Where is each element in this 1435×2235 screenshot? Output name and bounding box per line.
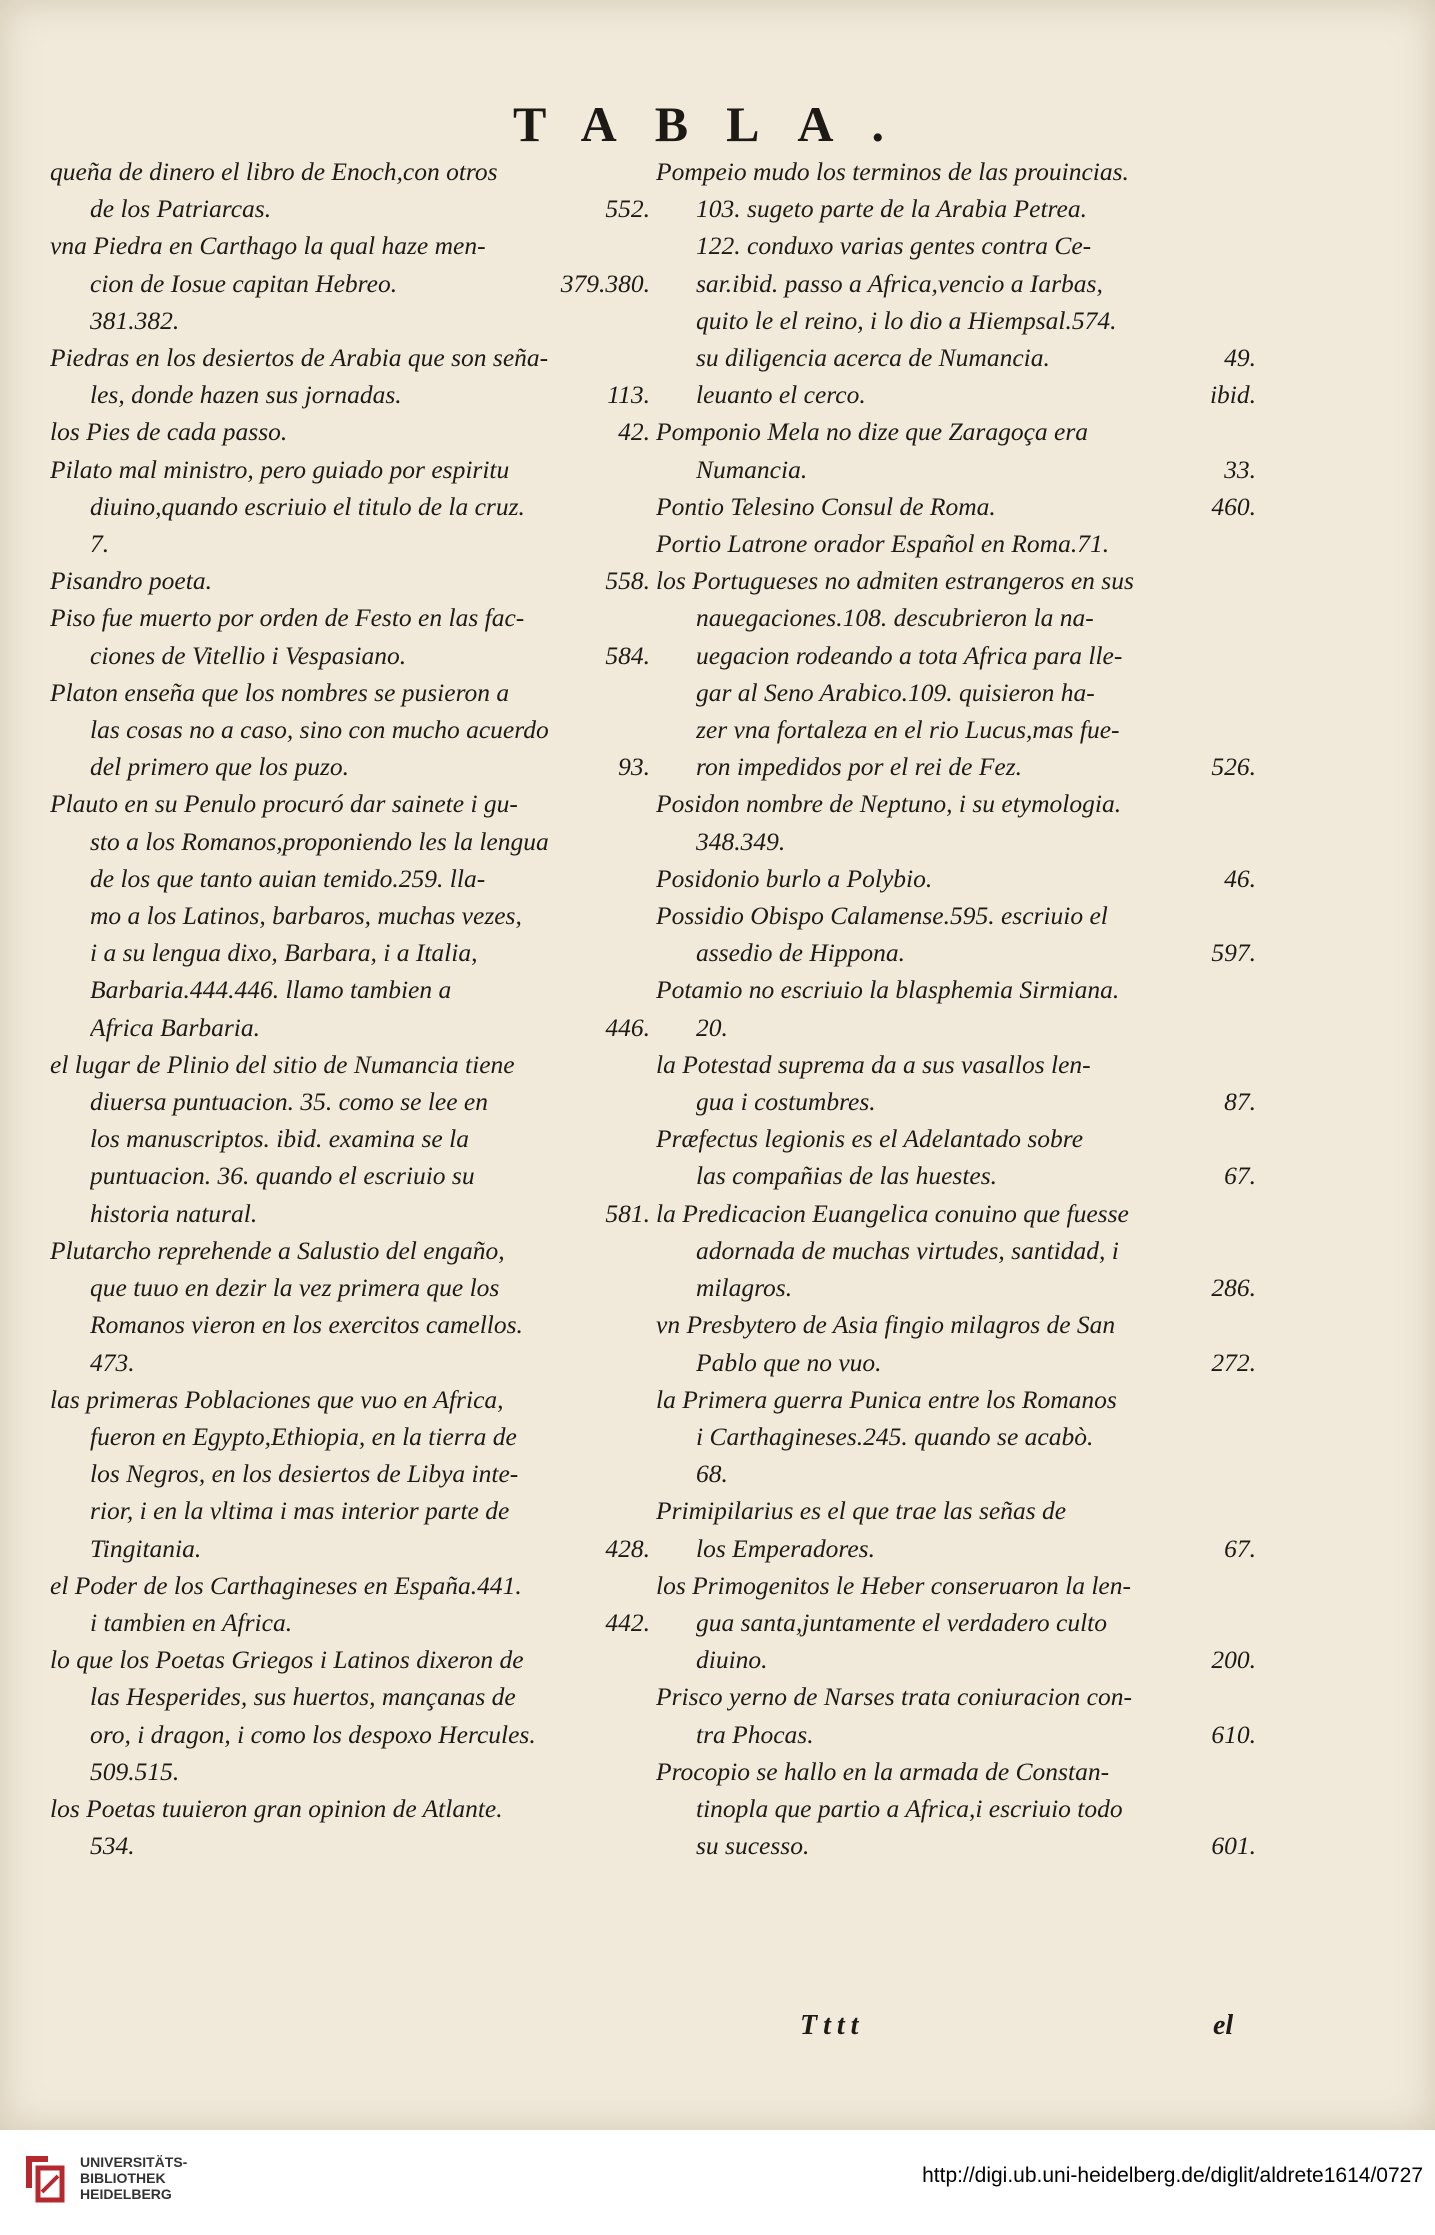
index-entry-line: [50, 1344, 650, 1381]
entry-text: ciones de Vitellio i Vespasiano.: [90, 640, 407, 670]
index-entry-line: [50, 339, 650, 376]
entry-text: los Portugueses no admiten estrangeros en sus: [656, 566, 1134, 596]
index-entry-line: [656, 1455, 1256, 1492]
library-name-line: UNIVERSITÄTS-: [80, 2154, 188, 2170]
entry-text: 534.: [90, 1831, 135, 1861]
page-reference: 581.: [605, 1198, 650, 1228]
index-entry: [656, 1492, 1256, 1566]
index-entry-line: [50, 1604, 650, 1641]
page-reference: 610.: [1211, 1719, 1256, 1749]
index-entry-line: [50, 1381, 650, 1418]
entry-text: ron impedidos por el rei de Fez.: [696, 752, 1023, 782]
entry-text: Tingitania.: [90, 1533, 202, 1563]
index-entry-line: [50, 1492, 650, 1529]
index-entry: [656, 1046, 1256, 1120]
index-entry-line: [656, 1530, 1256, 1567]
entry-text: zer vna fortaleza en el rio Lucus,mas fue-: [696, 715, 1120, 745]
entry-text: rior, i en la vltima i mas interior parte de: [90, 1496, 510, 1526]
index-column-right: [656, 153, 1256, 2053]
footer-bar: [0, 2130, 1435, 2235]
entry-text: que tuuo en dezir la vez primera que los: [90, 1273, 500, 1303]
page-reference: 42.: [618, 417, 650, 447]
page-reference: 87.: [1224, 1087, 1256, 1117]
entry-text: sto a los Romanos,proponiendo les la lengua: [90, 826, 549, 856]
entry-text: la Primera guerra Punica entre los Romanos: [656, 1384, 1117, 1414]
index-entry-line: [656, 1009, 1256, 1046]
entry-text: los Emperadores.: [696, 1533, 875, 1563]
entry-text: sar.ibid. passo a Africa,vencio a Iarbas,: [696, 268, 1103, 298]
page-reference: 272.: [1211, 1347, 1256, 1377]
entry-text: diuino,quando escriuio el titulo de la cruz.: [90, 491, 525, 521]
entry-text: tra Phocas.: [696, 1719, 814, 1749]
index-entry: [656, 1567, 1256, 1679]
entry-text: la Potestad suprema da a sus vasallos len-: [656, 1049, 1091, 1079]
index-entry: [656, 1195, 1256, 1307]
entry-text: Possidio Obispo Calamense.595. escriuio el: [656, 901, 1108, 931]
index-entry-line: [50, 1753, 650, 1790]
entry-text: los Pies de cada passo.: [50, 417, 288, 447]
entry-text: queña de dinero el libro de Enoch,con otros: [50, 157, 498, 186]
entry-text: las cosas no a caso, sino con mucho acuerdo: [90, 715, 549, 745]
source-url-link[interactable]: http://digi.ub.uni-heidelberg.de/diglit/aldrete1614/0727: [922, 2164, 1423, 2187]
index-entry-line: [656, 1120, 1256, 1157]
index-entry: [656, 562, 1256, 785]
entry-text: tinopla que partio a Africa,i escriuio todo: [696, 1793, 1123, 1823]
index-entry-line: [656, 1157, 1256, 1194]
entry-text: Piso fue muerto por orden de Festo en las fac-: [50, 603, 525, 633]
entry-text: adornada de muchas virtudes, santidad, i: [696, 1235, 1119, 1265]
catchword: el: [1213, 2010, 1234, 2041]
index-entry-line: [656, 1418, 1256, 1455]
page-heading: TABLA.: [512, 96, 923, 152]
index-entry-line: [50, 1567, 650, 1604]
index-entry: [50, 153, 650, 227]
index-entry-line: [50, 525, 650, 562]
page-reference: 33.: [1224, 454, 1256, 484]
entry-text: del primero que los puzo.: [90, 752, 349, 782]
index-entry-line: [656, 1790, 1256, 1827]
page-reference: 428.: [605, 1533, 650, 1563]
library-name: [80, 2154, 187, 2202]
index-entry-line: [50, 823, 650, 860]
index-entry-line: [656, 265, 1256, 302]
page-reference: 113.: [607, 380, 650, 410]
index-entry-line: [656, 674, 1256, 711]
page-reference: 49.: [1224, 343, 1256, 373]
index-entry-line: [50, 302, 650, 339]
index-entry-line: [50, 934, 650, 971]
entry-text: los Poetas tuuieron gran opinion de Atlante.: [50, 1793, 503, 1823]
index-entry: [656, 1306, 1256, 1380]
entry-text: nauegaciones.108. descubrieron la na-: [696, 603, 1094, 633]
entry-text: las compañias de las huestes.: [696, 1161, 998, 1191]
entry-text: Prisco yerno de Narses trata coniuracion con-: [656, 1682, 1132, 1712]
index-entry-line: [656, 1641, 1256, 1678]
index-entry: [656, 488, 1256, 525]
page-reference: 379.380.: [560, 268, 650, 298]
index-entry-line: [656, 785, 1256, 822]
index-entry: [656, 153, 1256, 413]
index-entry-line: [50, 1678, 650, 1715]
entry-text: uegacion rodeando a tota Africa para lle-: [696, 640, 1123, 670]
entry-text: 20.: [696, 1012, 728, 1042]
entry-text: Pilato mal ministro, pero guiado por espiritu: [50, 454, 510, 484]
index-entry-line: [50, 1195, 650, 1232]
index-entry-line: [50, 1306, 650, 1343]
index-entry: [50, 599, 650, 673]
entry-text: Posidonio burlo a Polybio.: [656, 863, 933, 893]
index-entry-line: [50, 1269, 650, 1306]
entry-text: gar al Seno Arabico.109. quisieron ha-: [696, 677, 1095, 707]
index-entry-line: [656, 451, 1256, 488]
entry-text: 473.: [90, 1347, 135, 1377]
index-entry-line: [50, 451, 650, 488]
entry-text: milagros.: [696, 1273, 793, 1303]
entry-text: Numancia.: [696, 454, 808, 484]
index-entry-line: [656, 1492, 1256, 1529]
entry-text: de los Patriarcas.: [90, 194, 272, 224]
index-entry: [50, 562, 650, 599]
entry-text: 509.515.: [90, 1756, 180, 1786]
entry-text: 68.: [696, 1459, 728, 1489]
library-name-line: HEIDELBERG: [80, 2186, 172, 2202]
index-entry-line: [656, 1344, 1256, 1381]
index-entry-line: [656, 1716, 1256, 1753]
index-entry-line: [50, 488, 650, 525]
index-entry: [50, 1381, 650, 1567]
index-entry-line: [656, 227, 1256, 264]
entry-text: el lugar de Plinio del sitio de Numancia tiene: [50, 1049, 515, 1079]
index-entry: [656, 1678, 1256, 1752]
library-name-line: BIBLIOTHEK: [80, 2170, 166, 2186]
index-entry-line: [50, 674, 650, 711]
index-entry: [656, 1753, 1256, 1865]
entry-text: 122. conduxo varias gentes contra Ce-: [696, 231, 1092, 261]
entry-text: Posidon nombre de Neptuno, i su etymologia.: [656, 789, 1122, 819]
entry-text: Africa Barbaria.: [90, 1012, 260, 1042]
index-entry: [50, 1790, 650, 1864]
index-entry: [656, 897, 1256, 971]
index-entry-line: [656, 637, 1256, 674]
entry-text: su sucesso.: [696, 1831, 810, 1861]
index-entry-line: [656, 525, 1256, 562]
index-entry-line: [50, 1641, 650, 1678]
index-entry-line: [656, 1046, 1256, 1083]
index-entry-line: [656, 971, 1256, 1008]
page-reference: 584.: [605, 640, 650, 670]
index-entry-line: [656, 339, 1256, 376]
index-entry-line: [50, 562, 650, 599]
entry-text: diuersa puntuacion. 35. como se lee en: [90, 1087, 489, 1117]
index-entry: [50, 339, 650, 413]
entry-text: Pompeio mudo los terminos de las prouincias.: [656, 157, 1129, 186]
index-entry-line: [656, 413, 1256, 450]
index-entry: [656, 1120, 1256, 1194]
index-entry-line: [50, 153, 650, 190]
index-entry-line: [50, 1009, 650, 1046]
entry-text: Barbaria.444.446. llamo tambien a: [90, 975, 452, 1005]
index-entry-line: [50, 860, 650, 897]
entry-text: puntuacion. 36. quando el escriuio su: [90, 1161, 475, 1191]
entry-text: los manuscriptos. ibid. examina se la: [90, 1124, 469, 1154]
entry-text: su diligencia acerca de Numancia.: [696, 343, 1050, 373]
entry-text: Potamio no escriuio la blasphemia Sirmiana.: [656, 975, 1120, 1005]
index-entry-line: [656, 153, 1256, 190]
entry-text: les, donde hazen sus jornadas.: [90, 380, 402, 410]
index-entry: [656, 971, 1256, 1045]
index-entry: [50, 1641, 650, 1790]
page-reference: 552.: [605, 194, 650, 224]
entry-text: Piedras en los desiertos de Arabia que son seña-: [50, 343, 549, 373]
entry-text: gua santa,juntamente el verdadero culto: [696, 1607, 1107, 1637]
index-entry-line: [656, 562, 1256, 599]
entry-text: assedio de Hippona.: [696, 938, 905, 968]
index-entry-line: [50, 1827, 650, 1864]
entry-text: el Poder de los Carthagineses en España.441.: [50, 1570, 522, 1600]
entry-text: Procopio se hallo en la armada de Constan-: [656, 1756, 1110, 1786]
page-reference: 601.: [1211, 1831, 1256, 1861]
entry-text: leuanto el cerco.: [696, 380, 866, 410]
index-entry: [656, 525, 1256, 562]
index-entry-line: [656, 1381, 1256, 1418]
index-entry-line: [656, 599, 1256, 636]
entry-text: i a su lengua dixo, Barbara, i a Italia,: [90, 938, 478, 968]
index-entry-line: [50, 748, 650, 785]
index-entry-line: [50, 1083, 650, 1120]
entry-text: Plutarcho reprehende a Salustio del engaño,: [50, 1235, 505, 1265]
entry-text: de los que tanto auian temido.259. lla-: [90, 863, 486, 893]
entry-text: quito le el reino, i lo dio a Hiempsal.574.: [696, 305, 1117, 335]
entry-text: oro, i dragon, i como los despoxo Hercules.: [90, 1719, 536, 1749]
index-entry-line: [656, 1604, 1256, 1641]
index-entry-line: [50, 711, 650, 748]
index-entry-line: [50, 1046, 650, 1083]
index-entry-line: [50, 190, 650, 227]
index-entry-line: [656, 1306, 1256, 1343]
index-entry-line: [50, 1790, 650, 1827]
signature-mark: Tttt: [800, 2010, 865, 2041]
index-entry-line: [656, 376, 1256, 413]
index-entry-line: [50, 413, 650, 450]
index-entry-line: [50, 376, 650, 413]
index-entry-line: [656, 1753, 1256, 1790]
page-reference: 67.: [1224, 1533, 1256, 1563]
page-reference: 286.: [1211, 1273, 1256, 1303]
entry-text: cion de Iosue capitan Hebreo.: [90, 268, 398, 298]
index-entry-line: [656, 488, 1256, 525]
index-entry-line: [656, 934, 1256, 971]
entry-text: las Hesperides, sus huertos, mançanas de: [90, 1682, 516, 1712]
entry-text: diuino.: [696, 1645, 768, 1675]
page-reference: 67.: [1224, 1161, 1256, 1191]
index-entry-line: [656, 823, 1256, 860]
entry-text: Primipilarius es el que trae las señas de: [656, 1496, 1067, 1526]
entry-text: historia natural.: [90, 1198, 258, 1228]
index-entry: [50, 227, 650, 339]
index-entry-line: [50, 897, 650, 934]
entry-text: 348.349.: [696, 826, 786, 856]
index-entry-line: [50, 971, 650, 1008]
index-entry-line: [656, 1269, 1256, 1306]
entry-text: 7.: [90, 529, 110, 559]
entry-text: Pisandro poeta.: [50, 566, 212, 596]
library-logo[interactable]: [18, 2148, 187, 2208]
index-entry: [50, 785, 650, 1045]
index-entry: [50, 1046, 650, 1232]
index-column-left: [50, 153, 650, 2053]
entry-text: Pontio Telesino Consul de Roma.: [656, 491, 996, 521]
index-entry-line: [50, 1157, 650, 1194]
entry-text: los Primogenitos le Heber conseruaron la len-: [656, 1570, 1131, 1600]
index-entry-line: [50, 1716, 650, 1753]
entry-text: los Negros, en los desiertos de Libya inte-: [90, 1459, 519, 1489]
entry-text: las primeras Poblaciones que vuo en Africa,: [50, 1384, 504, 1414]
entry-text: Romanos vieron en los exercitos camellos.: [90, 1310, 523, 1340]
entry-text: vna Piedra en Carthago la qual haze men-: [50, 231, 486, 261]
page-reference: 442.: [605, 1607, 650, 1637]
index-entry-line: [50, 1232, 650, 1269]
index-entry-line: [656, 897, 1256, 934]
entry-text: 103. sugeto parte de la Arabia Petrea.: [696, 194, 1087, 224]
library-emblem-icon: [18, 2148, 70, 2208]
index-entry: [50, 451, 650, 563]
page-reference: 460.: [1211, 491, 1256, 521]
page-reference: 597.: [1211, 938, 1256, 968]
index-entry: [50, 1232, 650, 1381]
index-entry: [656, 1381, 1256, 1493]
index-entry-line: [656, 1232, 1256, 1269]
index-entry: [656, 785, 1256, 859]
index-entry-line: [656, 1827, 1256, 1864]
page-reference: 558.: [605, 566, 650, 596]
entry-text: i tambien en Africa.: [90, 1607, 293, 1637]
entry-text: Pablo que no vuo.: [696, 1347, 882, 1377]
entry-text: 381.382.: [90, 305, 180, 335]
entry-text: Præfectus legionis es el Adelantado sobre: [656, 1124, 1084, 1154]
entry-text: Pomponio Mela no dize que Zaragoça era: [656, 417, 1089, 447]
page-reference: 446.: [605, 1012, 650, 1042]
index-entry-line: [50, 1418, 650, 1455]
entry-text: vn Presbytero de Asia fingio milagros de San: [656, 1310, 1116, 1340]
page-reference: 93.: [618, 752, 650, 782]
page-reference: 526.: [1211, 752, 1256, 782]
page-reference: ibid.: [1209, 380, 1256, 410]
entry-text: fueron en Egypto,Ethiopia, en la tierra de: [90, 1421, 517, 1451]
index-entry-line: [50, 637, 650, 674]
index-entry-line: [656, 190, 1256, 227]
index-entry-line: [50, 599, 650, 636]
entry-text: lo que los Poetas Griegos i Latinos dixeron de: [50, 1645, 524, 1675]
entry-text: Platon enseña que los nombres se pusieron a: [50, 677, 510, 707]
index-entry: [50, 413, 650, 450]
entry-text: la Predicacion Euangelica conuino que fuesse: [656, 1198, 1129, 1228]
index-entry-line: [656, 1678, 1256, 1715]
index-entry-line: [656, 302, 1256, 339]
index-entry-line: [656, 860, 1256, 897]
index-entry: [50, 1567, 650, 1641]
index-entry: [656, 860, 1256, 897]
entry-text: Plauto en su Penulo procuró dar sainete i gu-: [50, 789, 518, 819]
index-entry-line: [50, 1455, 650, 1492]
index-entry-line: [50, 1120, 650, 1157]
index-entry-line: [50, 785, 650, 822]
index-entry-line: [656, 748, 1256, 785]
entry-text: gua i costumbres.: [696, 1087, 876, 1117]
index-entry-line: [656, 1083, 1256, 1120]
index-entry: [50, 674, 650, 786]
entry-text: i Carthagineses.245. quando se acabò.: [696, 1421, 1094, 1451]
index-entry-line: [50, 227, 650, 264]
entry-text: mo a los Latinos, barbaros, muchas vezes,: [90, 901, 522, 931]
index-entry-line: [656, 711, 1256, 748]
index-entry-line: [656, 1567, 1256, 1604]
entry-text: Portio Latrone orador Español en Roma.71.: [656, 529, 1110, 559]
page-reference: 46.: [1224, 863, 1256, 893]
index-entry-line: [656, 1195, 1256, 1232]
page-reference: 200.: [1211, 1645, 1256, 1675]
index-entry-line: [50, 265, 650, 302]
index-entry: [656, 413, 1256, 487]
index-entry-line: [50, 1530, 650, 1567]
